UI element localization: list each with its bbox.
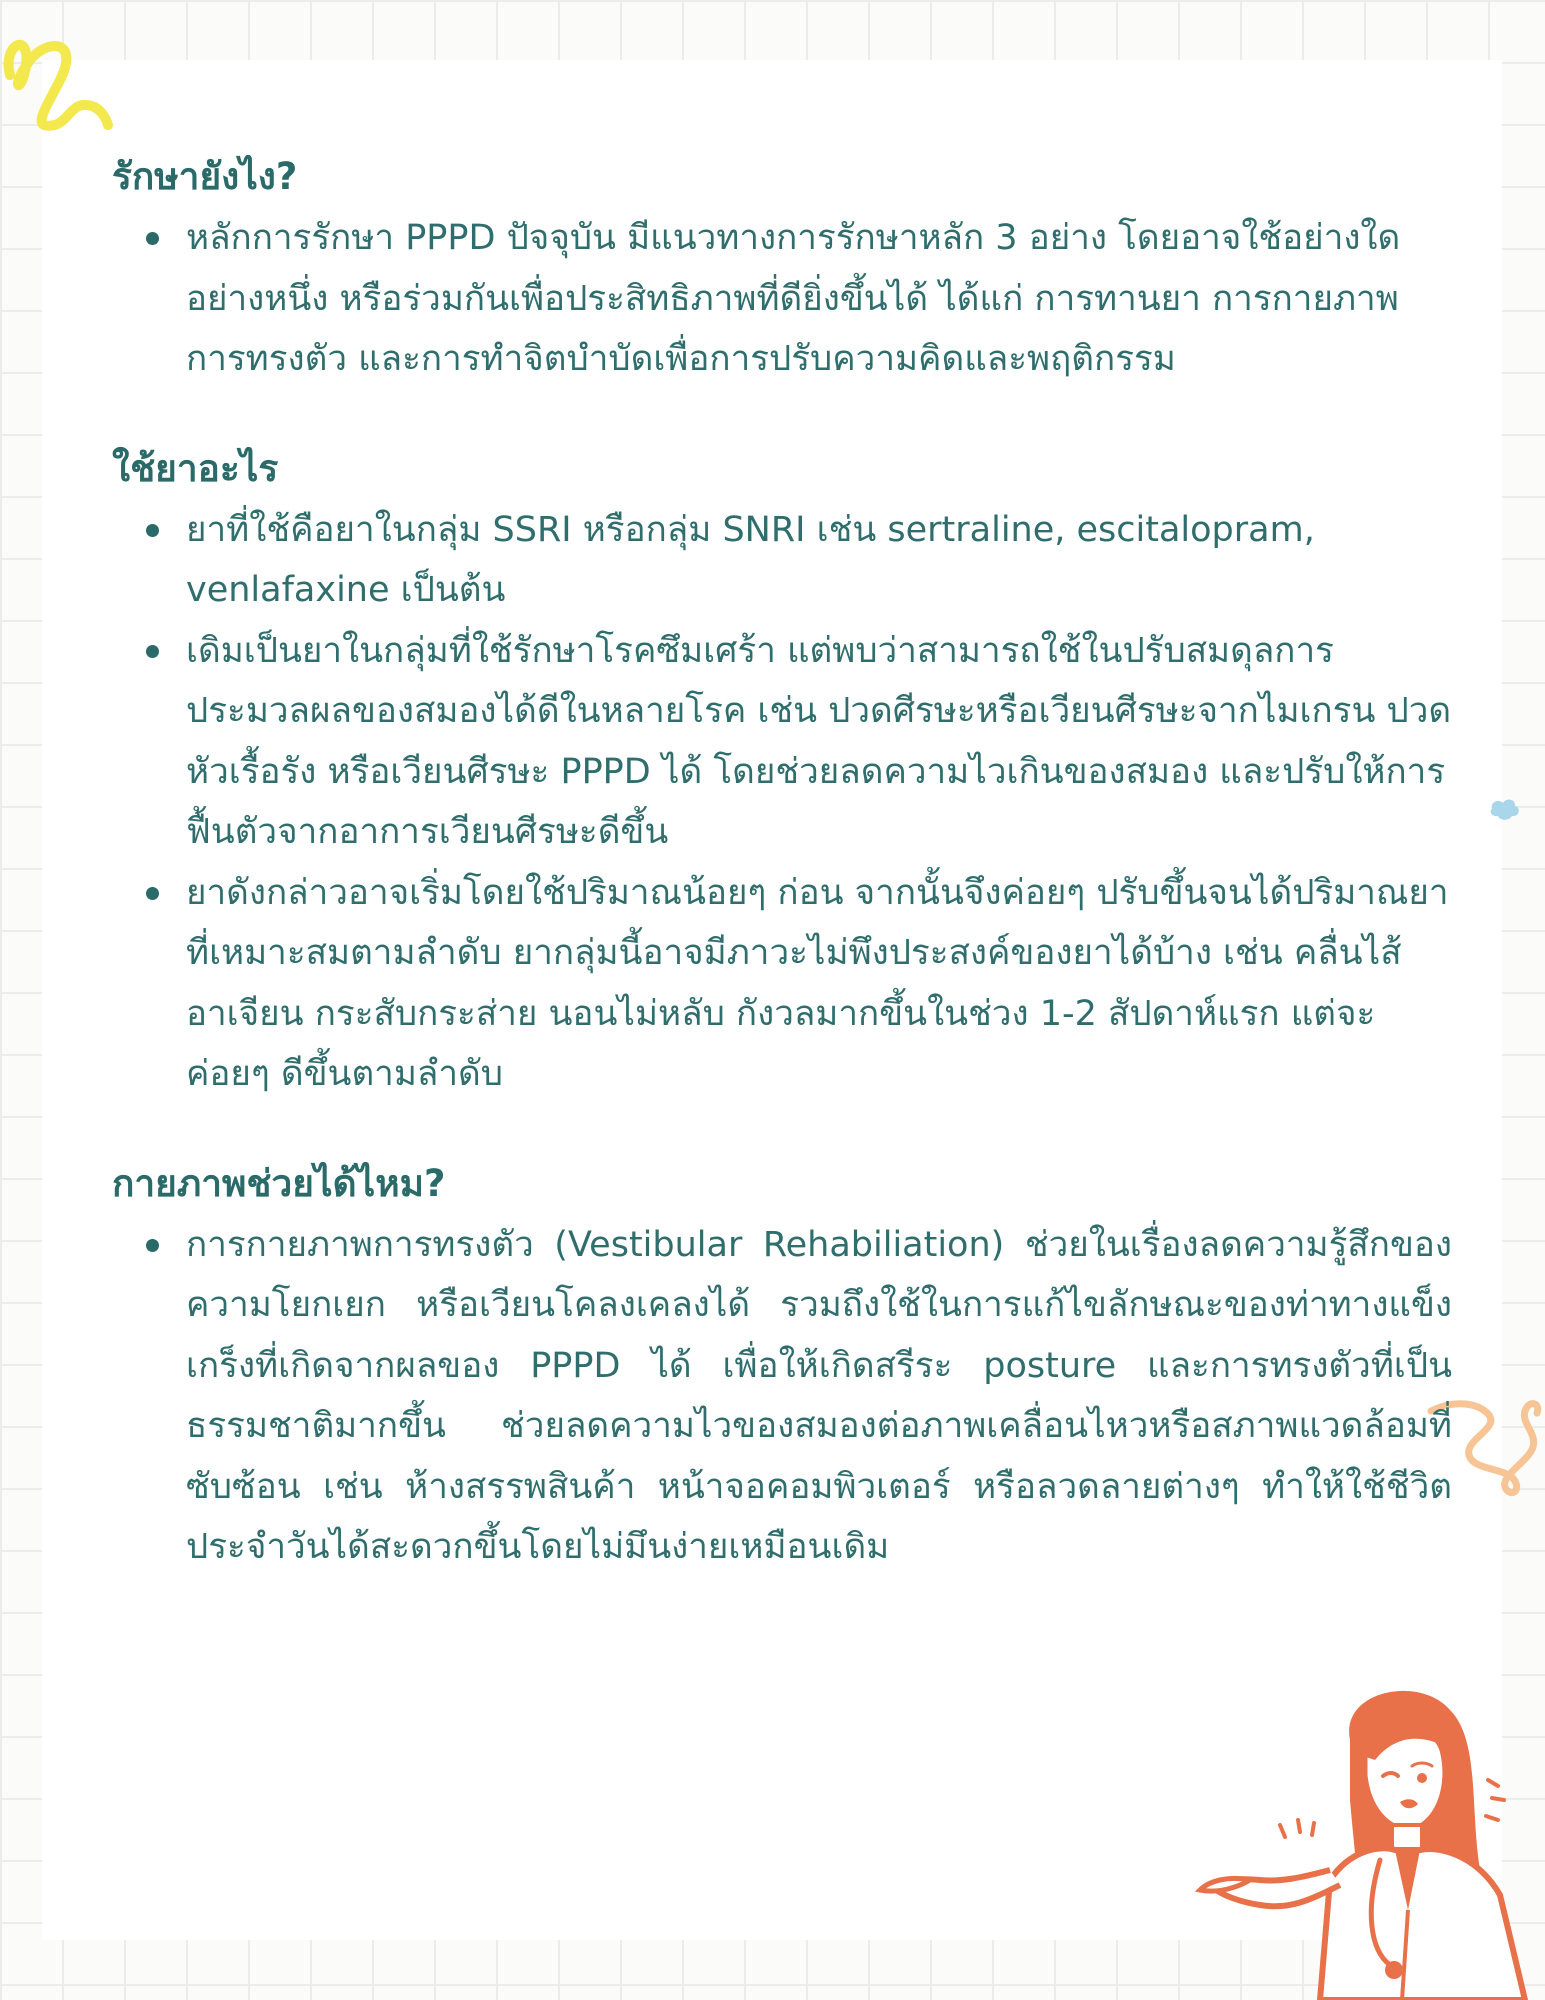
bullet-list [112, 208, 1452, 390]
bullet-item: หลักการรักษา PPPD ปัจจุบัน มีแนวทางการรักษาหลัก 3 อย่าง โดยอาจใช้อย่างใดอย่างหนึ่ง หรือร่วมกันเพื่อประสิทธิภาพที่ดียิ่งขึ้นได้ ได้แก่ การทานยา การกายภาพการทรงตัว และการทำจิตบำบัดเพื่อการปรับความคิดและพฤติกรรม [112, 208, 1452, 390]
section-heading: กายภาพช่วยได้ไหม? [112, 1161, 446, 1205]
section-heading: รักษายังไง? [112, 155, 298, 198]
section-treatment [112, 150, 1452, 390]
section-medication [112, 442, 1452, 1105]
section-physiotherapy [112, 1157, 1452, 1578]
bullet-item: ยาที่ใช้คือยาในกลุ่ม SSRI หรือกลุ่ม SNRI เช่น sertraline, escitalopram, venlafaxine เป็นต้น [112, 500, 1452, 621]
section-heading: ใช้ยาอะไร [112, 446, 279, 490]
doctor-illustration-icon [1180, 1680, 1545, 2000]
bullet-item: เดิมเป็นยาในกลุ่มที่ใช้รักษาโรคซึมเศร้า แต่พบว่าสามารถใช้ในปรับสมดุลการประมวลผลของสมองได้ดีในหลายโรค เช่น ปวดศีรษะหรือเวียนศีรษะจากไมเกรน ปวดหัวเรื้อรัง หรือเวียนศีรษะ PPPD ได้ โดยช่วยลดความไวเกินของสมอง และปรับให้การฟื้นตัวจากอาการเวียนศีรษะดีขึ้น [112, 621, 1452, 863]
bullet-list [112, 500, 1452, 1105]
main-content [112, 150, 1452, 1630]
bullet-item: ยาดังกล่าวอาจเริ่มโดยใช้ปริมาณน้อยๆ ก่อน จากนั้นจึงค่อยๆ ปรับขึ้นจนได้ปริมาณยาที่เหมาะสมตามลำดับ ยากลุ่มนี้อาจมีภาวะไม่พึงประสงค์ของยาได้บ้าง เช่น คลื่นไส้ อาเจียน กระสับกระส่าย นอนไม่หลับ กังวลมากขึ้นในช่วง 1-2 สัปดาห์แรก แต่จะค่อยๆ ดีขึ้นตามลำดับ [112, 863, 1452, 1105]
blue-paint-splash-icon [1488, 795, 1522, 823]
bullet-item: การกายภาพการทรงตัว (Vestibular Rehabiliation) ช่วยในเรื่องลดความรู้สึกของความโยกเยก หรือเวียนโคลงเคลงได้ รวมถึงใช้ในการแก้ไขลักษณะของท่าทางแข็งเกร็งที่เกิดจากผลของ PPPD ได้ เพื่อให้เกิดสรีระ posture และการทรงตัวที่เป็นธรรมชาติมากขึ้น ช่วยลดความไวของสมองต่อภาพเคลื่อนไหวหรือสภาพแวดล้อมที่ซับซ้อน เช่น ห้างสรรพสินค้า หน้าจอคอมพิวเตอร์ หรือลวดลายต่างๆ ทำให้ใช้ชีวิตประจำวันได้สะดวกขึ้นโดยไม่มึนง่ายเหมือนเดิม [112, 1215, 1452, 1578]
yellow-squiggle-icon [0, 20, 120, 140]
bullet-list [112, 1215, 1452, 1578]
